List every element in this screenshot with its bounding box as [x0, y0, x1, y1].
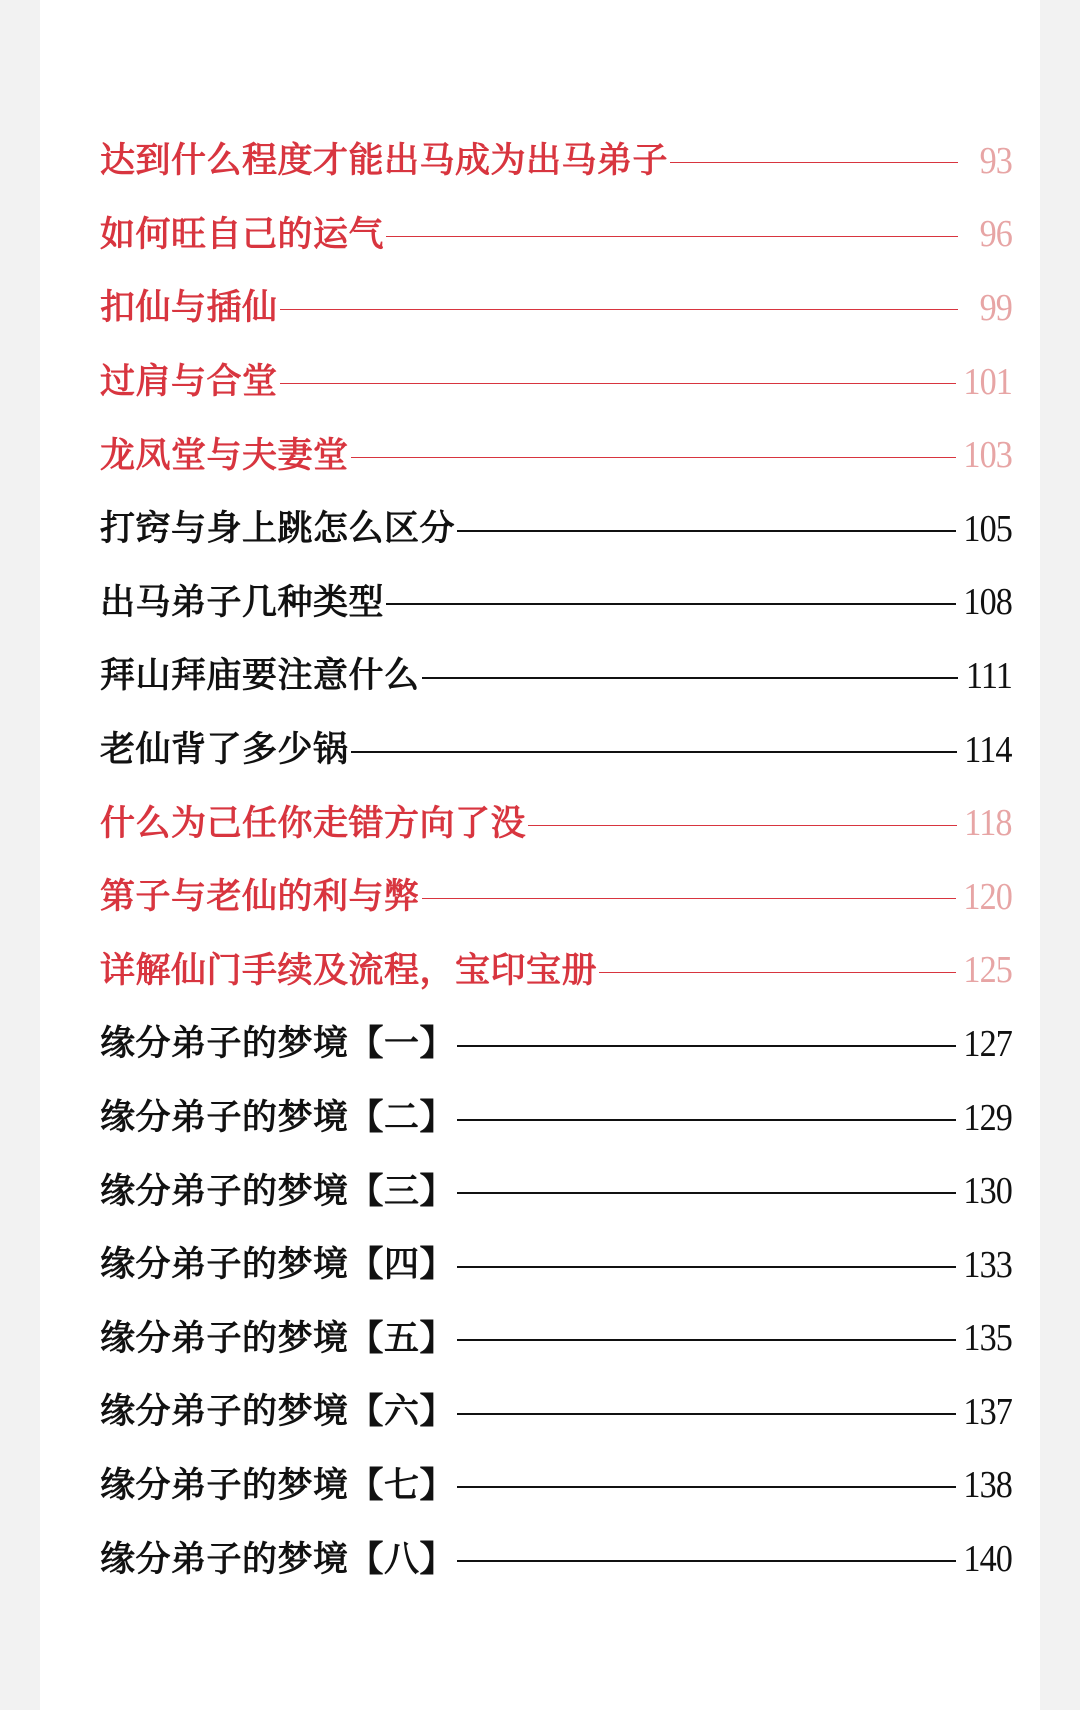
toc-leader-line	[280, 383, 956, 384]
toc-entry-title: 达到什么程度才能出马成为出马弟子	[100, 140, 669, 182]
toc-leader-line	[386, 603, 956, 605]
toc-entry	[100, 934, 1012, 1008]
toc-entry-title: 缘分弟子的梦境【二】	[100, 1097, 456, 1139]
toc-entry	[100, 639, 1012, 713]
toc-entry	[100, 271, 1012, 345]
toc-page-number: 120	[963, 875, 1012, 918]
toc-entry	[100, 124, 1012, 198]
toc-entry-title: 拜山拜庙要注意什么	[100, 655, 420, 697]
toc-page-number: 114	[964, 728, 1012, 771]
toc-leader-line	[457, 1192, 956, 1194]
toc-entry	[100, 1522, 1012, 1596]
toc-entry	[100, 860, 1012, 934]
toc-entry	[100, 1081, 1012, 1155]
toc-page-number: 127	[963, 1022, 1012, 1065]
toc-leader-line	[351, 751, 958, 753]
toc-entry	[100, 1375, 1012, 1449]
toc-leader-line	[457, 1560, 956, 1562]
toc-page-number: 96	[979, 213, 1012, 256]
toc-page-number: 118	[964, 802, 1012, 845]
toc-entry	[100, 1228, 1012, 1302]
toc-entry-title: 缘分弟子的梦境【三】	[100, 1170, 456, 1212]
toc-page-number: 130	[963, 1170, 1012, 1213]
toc-page-number: 135	[963, 1317, 1012, 1360]
toc-entry-title: 详解仙门手续及流程，宝印宝册	[100, 949, 598, 991]
toc-leader-line	[457, 1045, 956, 1047]
toc-page-number: 103	[963, 434, 1012, 477]
toc-page-number: 93	[979, 139, 1012, 182]
toc-leader-line	[457, 1119, 956, 1121]
toc-page-number: 108	[963, 581, 1012, 624]
toc-leader-line	[528, 825, 957, 826]
toc-leader-line	[422, 898, 956, 899]
toc-entry-title: 第子与老仙的利与弊	[100, 876, 420, 918]
toc-entry-title: 打窍与身上跳怎么区分	[100, 508, 456, 550]
toc-page-number: 133	[963, 1243, 1012, 1286]
toc-page-number: 111	[965, 654, 1012, 697]
toc-entry-title: 缘分弟子的梦境【四】	[100, 1244, 456, 1286]
toc-page-number: 140	[963, 1538, 1012, 1581]
toc-entry-title: 过肩与合堂	[100, 361, 278, 403]
toc-entry	[100, 1449, 1012, 1523]
toc-entry-title: 出马弟子几种类型	[100, 581, 385, 623]
toc-entry	[100, 1154, 1012, 1228]
toc-page-number: 99	[979, 286, 1012, 329]
toc-entry-title: 龙凤堂与夫妻堂	[100, 434, 349, 476]
toc-entry-title: 缘分弟子的梦境【一】	[100, 1023, 456, 1065]
toc-page-number: 138	[963, 1464, 1012, 1507]
toc-leader-line	[457, 530, 956, 532]
toc-entry-title: 什么为己任你走错方向了没	[100, 802, 527, 844]
toc-entry	[100, 198, 1012, 272]
toc-leader-line	[280, 309, 958, 310]
toc-page-number: 105	[963, 507, 1012, 550]
toc-entry	[100, 1302, 1012, 1376]
toc-page-number: 101	[963, 360, 1012, 403]
toc-entry	[100, 566, 1012, 640]
toc-entry	[100, 786, 1012, 860]
toc-entry	[100, 345, 1012, 419]
toc-entry	[100, 1007, 1012, 1081]
toc-leader-line	[386, 236, 958, 237]
toc-leader-line	[670, 162, 958, 163]
toc-leader-line	[457, 1486, 956, 1488]
toc-entry	[100, 418, 1012, 492]
toc-entry-title: 缘分弟子的梦境【六】	[100, 1391, 456, 1433]
toc-entry-title: 扣仙与插仙	[100, 287, 278, 329]
document-page	[40, 0, 1040, 1710]
toc-entry-title: 老仙背了多少锅	[100, 729, 349, 771]
toc-entry	[100, 713, 1012, 787]
toc-entry-title: 如何旺自己的运气	[100, 213, 385, 255]
toc-entry-title: 缘分弟子的梦境【八】	[100, 1538, 456, 1580]
toc-leader-line	[457, 1413, 956, 1415]
toc-entry	[100, 492, 1012, 566]
toc-page-number: 129	[963, 1096, 1012, 1139]
toc-entry-title: 缘分弟子的梦境【七】	[100, 1464, 456, 1506]
toc-leader-line	[422, 677, 958, 679]
toc-page-number: 125	[963, 949, 1012, 992]
toc-leader-line	[599, 972, 956, 973]
toc-leader-line	[457, 1339, 956, 1341]
toc-leader-line	[457, 1266, 956, 1268]
toc-leader-line	[351, 457, 956, 458]
table-of-contents	[100, 124, 1012, 1596]
toc-page-number: 137	[963, 1390, 1012, 1433]
toc-entry-title: 缘分弟子的梦境【五】	[100, 1317, 456, 1359]
